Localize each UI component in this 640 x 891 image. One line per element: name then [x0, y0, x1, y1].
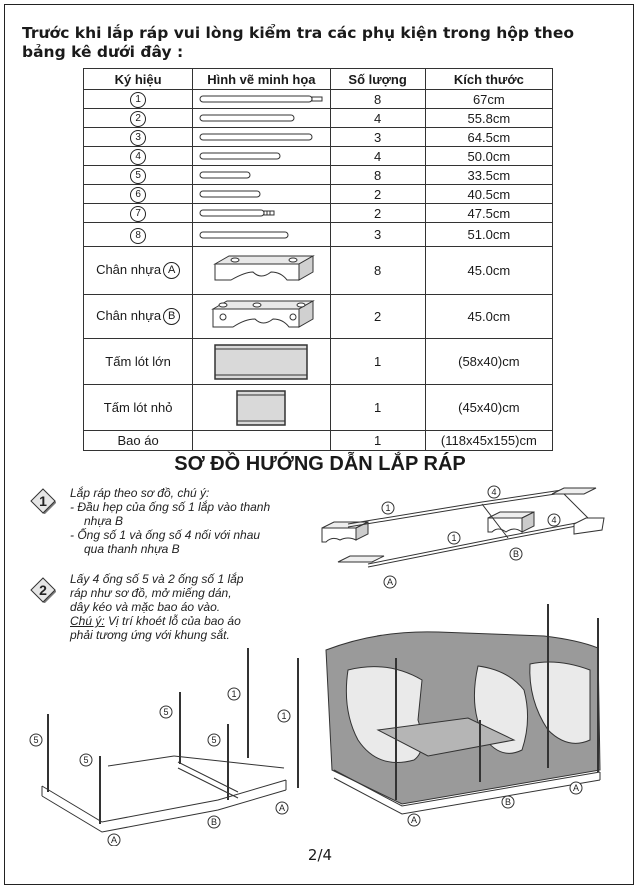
table-row — [84, 385, 553, 431]
size-cell: 45.0cm — [425, 247, 552, 295]
size-cell: (58x40)cm — [425, 339, 552, 385]
step-2-label-five: 5 — [163, 707, 169, 717]
step-1-bullet: - Ống số 1 và ống số 4 nối với nhau qua thanh nhựa B — [70, 528, 261, 556]
table-row — [84, 147, 553, 166]
size-cell: 51.0cm — [425, 223, 552, 247]
large-mat-illustration — [211, 342, 311, 382]
assembly-heading: SƠ ĐỒ HƯỚNG DẪN LẮP RÁP — [174, 453, 466, 475]
quantity-cell: 4 — [330, 147, 425, 166]
table-row — [84, 431, 553, 451]
plastic-leg-a-illustration — [201, 250, 321, 292]
step-1-label-a: A — [386, 577, 394, 587]
header-quantity: Số lượng — [330, 69, 425, 90]
symbol-badge: 8 — [130, 228, 146, 244]
symbol-label: Chân nhựa — [96, 261, 162, 277]
leg-letter-badge: B — [163, 308, 180, 325]
symbol-badge: 6 — [130, 187, 146, 203]
quantity-cell: 1 — [330, 339, 425, 385]
step-1-label-b: B — [512, 549, 520, 559]
quantity-cell: 2 — [330, 185, 425, 204]
size-cell: 67cm — [425, 90, 552, 109]
step-2-label-a: A — [110, 835, 118, 845]
step-2-note — [70, 614, 248, 642]
table-row — [84, 339, 553, 385]
quantity-cell: 1 — [330, 385, 425, 431]
page-number: 2/4 — [307, 846, 333, 864]
quantity-cell: 8 — [330, 247, 425, 295]
symbol-badge: 2 — [130, 111, 146, 127]
step-1-bullet: - Đầu hẹp của ống số 1 lắp vào thanh nhựa B — [70, 500, 271, 528]
table-row — [84, 128, 553, 147]
table-header-row — [84, 69, 553, 90]
step-2-line: Lấy 4 ống số 5 và 2 ống số 1 lắp ráp như sơ đồ, mở miếng dán, dây kéo và mặc bao áo vào. — [70, 572, 244, 614]
step-1-line: Lắp ráp theo sơ đồ, chú ý: — [70, 486, 210, 500]
step-2-number: 2 — [39, 582, 47, 598]
size-cell: (118x45x155)cm — [425, 431, 552, 451]
symbol-label: Bao áo — [84, 431, 193, 451]
header-symbol: Ký hiệu — [84, 69, 193, 90]
tube-2-illustration — [194, 112, 328, 124]
step-1-label-four: 4 — [551, 515, 557, 525]
quantity-cell: 8 — [330, 166, 425, 185]
tube-3-illustration — [194, 131, 328, 143]
quantity-cell: 8 — [330, 90, 425, 109]
step-2-instructions — [70, 572, 248, 642]
small-mat-illustration — [233, 388, 289, 428]
symbol-badge: 7 — [130, 206, 146, 222]
tube-6-illustration — [194, 188, 328, 200]
symbol-badge: 3 — [130, 130, 146, 146]
step-1-label-four: 4 — [491, 487, 497, 497]
step-1-badge — [30, 488, 56, 514]
table-row — [84, 185, 553, 204]
symbol-label: Tấm lót lớn — [84, 339, 193, 385]
table-row — [84, 247, 553, 295]
table-row — [84, 204, 553, 223]
table-row — [84, 223, 553, 247]
header-illustration: Hình vẽ minh họa — [193, 69, 330, 90]
quantity-cell: 3 — [330, 223, 425, 247]
header-size: Kích thước — [425, 69, 552, 90]
step-2-label-a: A — [278, 803, 286, 813]
step-1-instructions — [70, 486, 278, 556]
size-cell: 50.0cm — [425, 147, 552, 166]
step-2-cover-diagram — [318, 600, 610, 830]
tube-5-illustration — [194, 169, 328, 181]
size-cell: 33.5cm — [425, 166, 552, 185]
quantity-cell: 2 — [330, 204, 425, 223]
size-cell: 40.5cm — [425, 185, 552, 204]
step-2-label-five: 5 — [83, 755, 89, 765]
quantity-cell: 1 — [330, 431, 425, 451]
step-2-frame-diagram — [28, 640, 318, 846]
size-cell: 47.5cm — [425, 204, 552, 223]
step-2-note-text: Vị trí khoét lỗ của bao áo phải tương ứng với khung sắt. — [70, 614, 241, 642]
step-2-label-one: 1 — [281, 711, 287, 721]
step-2-label-b: B — [504, 797, 512, 807]
quantity-cell: 2 — [330, 295, 425, 339]
step-2-label-one: 1 — [231, 689, 237, 699]
step-2-label-five: 5 — [211, 735, 217, 745]
tube-8-illustration — [194, 229, 328, 241]
step-2-label-a: A — [572, 783, 580, 793]
tube-4-illustration — [194, 150, 328, 162]
tube-1-illustration — [194, 93, 328, 105]
parts-table — [83, 68, 553, 451]
table-row — [84, 166, 553, 185]
size-cell: (45x40)cm — [425, 385, 552, 431]
table-row — [84, 90, 553, 109]
table-row — [84, 295, 553, 339]
step-2-label-b: B — [210, 817, 218, 827]
step-1-label-one: 1 — [385, 503, 391, 513]
tube-7-illustration — [194, 207, 328, 219]
symbol-badge: 1 — [130, 92, 146, 108]
step-2-label-a: A — [410, 815, 418, 825]
leg-letter-badge: A — [163, 262, 180, 279]
size-cell: 64.5cm — [425, 128, 552, 147]
symbol-badge: 5 — [130, 168, 146, 184]
step-1-diagram — [312, 480, 608, 592]
symbol-label: Tấm lót nhỏ — [84, 385, 193, 431]
step-1-label-one: 1 — [451, 533, 457, 543]
symbol-badge: 4 — [130, 149, 146, 165]
quantity-cell: 4 — [330, 109, 425, 128]
step-2-note-label: Chú ý: — [70, 614, 105, 628]
step-1-number: 1 — [39, 493, 47, 509]
plastic-leg-b-illustration — [201, 297, 321, 337]
quantity-cell: 3 — [330, 128, 425, 147]
step-2-label-five: 5 — [33, 735, 39, 745]
table-row — [84, 109, 553, 128]
step-2-badge — [30, 577, 56, 603]
symbol-label: Chân nhựa — [96, 307, 162, 323]
size-cell: 45.0cm — [425, 295, 552, 339]
size-cell: 55.8cm — [425, 109, 552, 128]
intro-text: Trước khi lắp ráp vui lòng kiểm tra các phụ kiện trong hộp theo bảng kê dưới đây : — [22, 24, 574, 61]
